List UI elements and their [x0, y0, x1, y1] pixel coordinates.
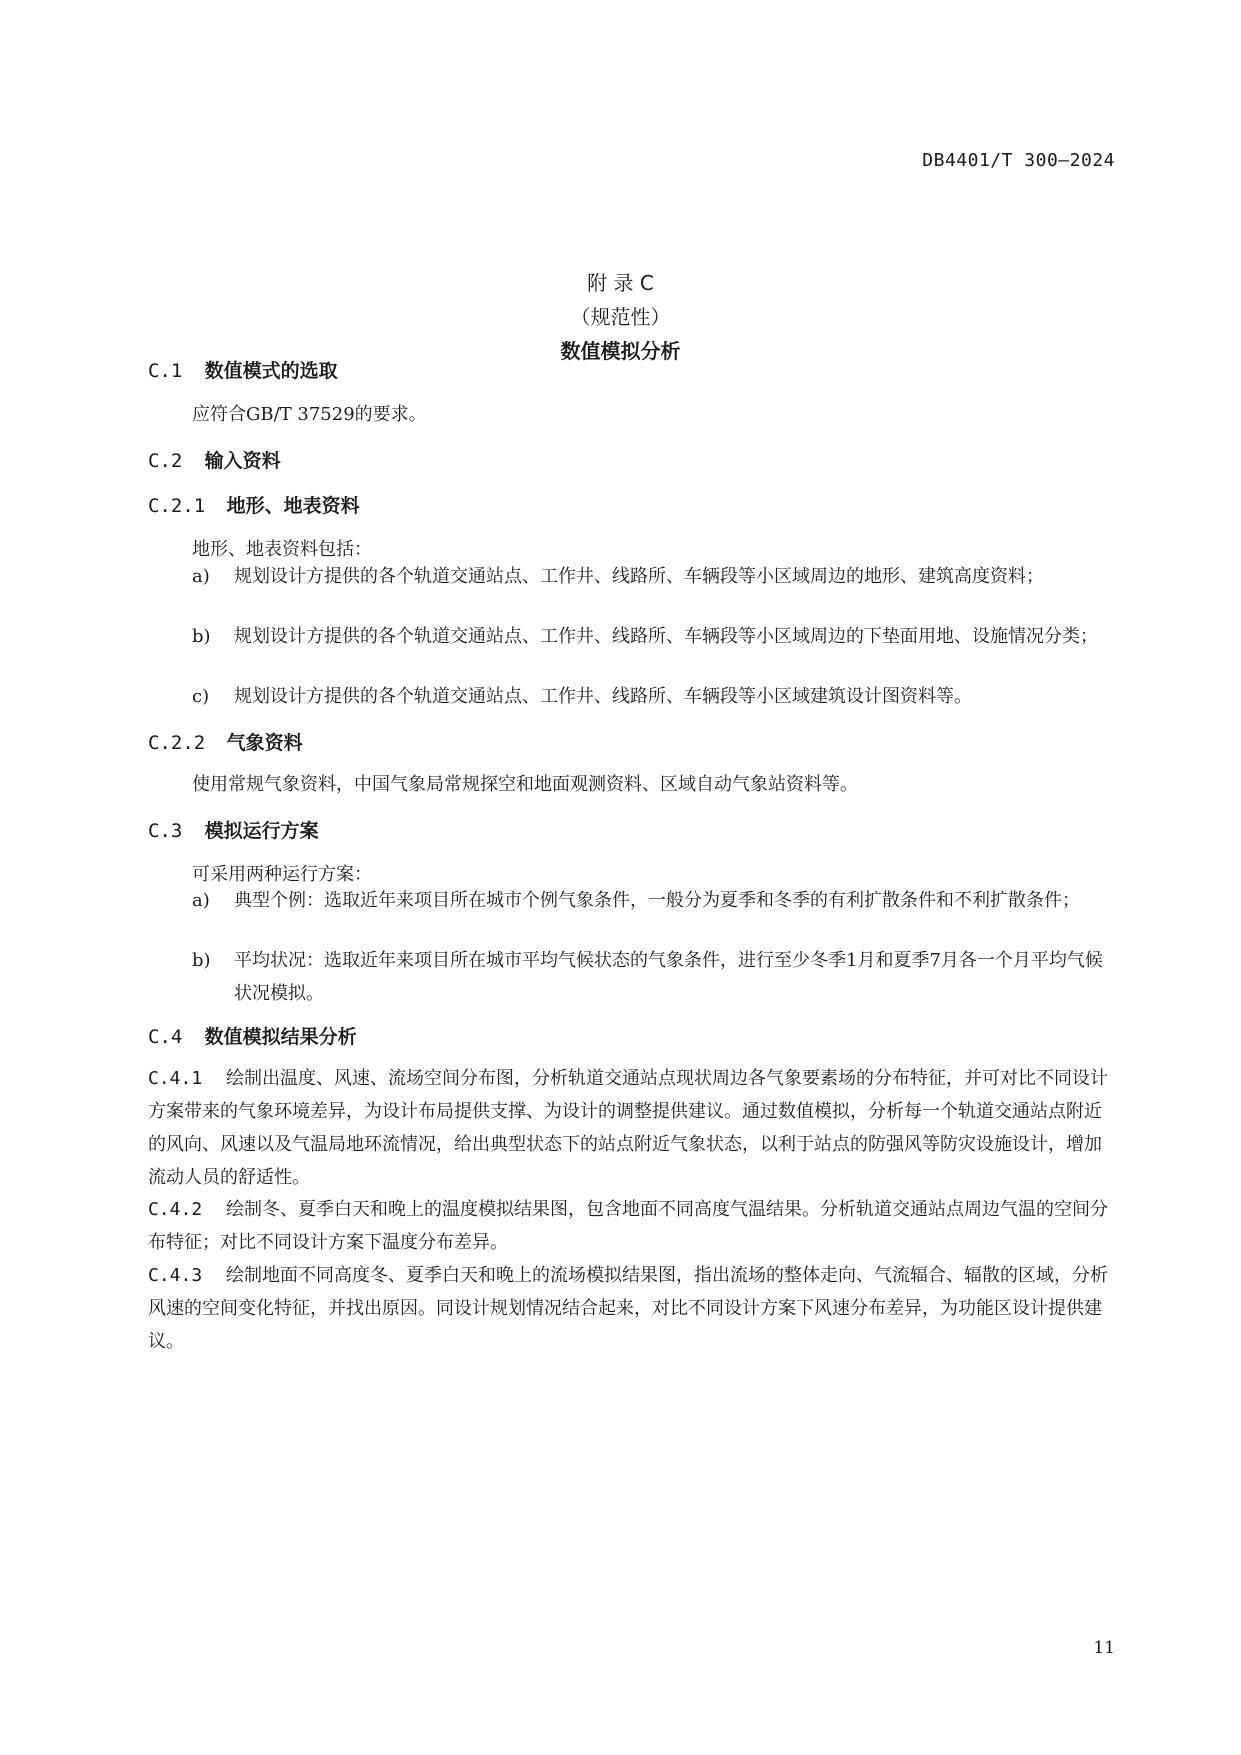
section-c4-heading [148, 1022, 357, 1049]
section-number: C.1 [148, 360, 183, 382]
list-marker: a) [192, 566, 210, 587]
list-text: 规划设计方提供的各个轨道交通站点、工作井、线路所、车辆段等小区域建筑设计图资料等。 [234, 686, 972, 707]
section-c3-heading [148, 816, 319, 843]
appendix-heading [0, 266, 1241, 368]
section-c22-heading [148, 728, 303, 755]
section-number: C.2.2 [148, 732, 206, 754]
section-c22-text: 使用常规气象资料，中国气象局常规探空和地面观测资料、区域自动气象站资料等。 [192, 774, 858, 795]
section-c3-intro: 可采用两种运行方案： [192, 864, 372, 885]
list-text: 典型个例：选取近年来项目所在城市个例气象条件，一般分为夏季和冬季的有利扩散条件和不利扩散条件； [234, 890, 1080, 911]
subsection-number: C.4.3 [148, 1265, 203, 1286]
section-c21-heading [148, 491, 360, 518]
section-number: C.2 [148, 450, 183, 472]
section-title: 数值模式的选取 [204, 360, 338, 382]
subsection-text: 绘制地面不同高度冬、夏季白天和晚上的流场模拟结果图，指出流场的整体走向、气流辐合、辐散的区域，分析风速的空间变化特征，并找出原因。同设计规划情况结合起来，对比不同设计方案下风速分布差异，为功能区设计提供建议。 [148, 1265, 1108, 1352]
section-title: 气象资料 [226, 732, 303, 754]
list-marker: a) [192, 890, 210, 911]
subsection-text: 绘制出温度、风速、流场空间分布图，分析轨道交通站点现状周边各气象要素场的分布特征，并可对比不同设计方案带来的气象环境差异，为设计布局提供支撑、为设计的调整提供建议。通过数值模拟，分析每一个轨道交通站点附近的风向、风速以及气温局地环流情况，给出典型状态下的站点附近气象状态，以利于站点的防强风等防灾设施设计，增加流动人员的舒适性。 [148, 1068, 1108, 1188]
list-marker: b) [192, 626, 211, 647]
subsection-c43 [148, 1259, 1114, 1358]
subsection-number: C.4.1 [148, 1068, 203, 1089]
list-marker: c) [192, 686, 210, 707]
appendix-title: 数值模拟分析 [560, 339, 681, 363]
section-title: 数值模拟结果分析 [204, 1026, 357, 1048]
section-number: C.4 [148, 1026, 183, 1048]
subsection-text: 绘制冬、夏季白天和晚上的温度模拟结果图，包含地面不同高度气温结果。分析轨道交通站点周边气温的空间分布特征；对比不同设计方案下温度分布差异。 [148, 1199, 1108, 1253]
section-number: C.3 [148, 820, 183, 842]
section-title: 输入资料 [204, 450, 281, 472]
list-text: 平均状况：选取近年来项目所在城市平均气候状态的气象条件，进行至少冬季1月和夏季7月各一个月平均气候状况模拟。 [234, 950, 1103, 1004]
section-c2-heading [148, 446, 281, 473]
section-c21-intro: 地形、地表资料包括： [192, 539, 372, 560]
section-c1-text: 应符合GB/T 37529的要求。 [192, 404, 427, 425]
document-code: DB4401/T 300—2024 [922, 150, 1115, 171]
appendix-type: （规范性） [570, 305, 671, 329]
page-number: 11 [1093, 1638, 1115, 1658]
section-title: 地形、地表资料 [226, 495, 360, 517]
section-c1-heading [148, 356, 338, 383]
subsection-number: C.4.2 [148, 1199, 203, 1220]
list-marker: b) [192, 950, 211, 971]
appendix-label: 附 录 C [587, 271, 654, 295]
list-text: 规划设计方提供的各个轨道交通站点、工作井、线路所、车辆段等小区域周边的下垫面用地、设施情况分类； [234, 626, 1098, 647]
list-text: 规划设计方提供的各个轨道交通站点、工作井、线路所、车辆段等小区域周边的地形、建筑高度资料； [234, 566, 1044, 587]
subsection-c41 [148, 1062, 1114, 1194]
subsection-c42 [148, 1193, 1114, 1259]
section-number: C.2.1 [148, 495, 206, 517]
section-title: 模拟运行方案 [204, 820, 319, 842]
